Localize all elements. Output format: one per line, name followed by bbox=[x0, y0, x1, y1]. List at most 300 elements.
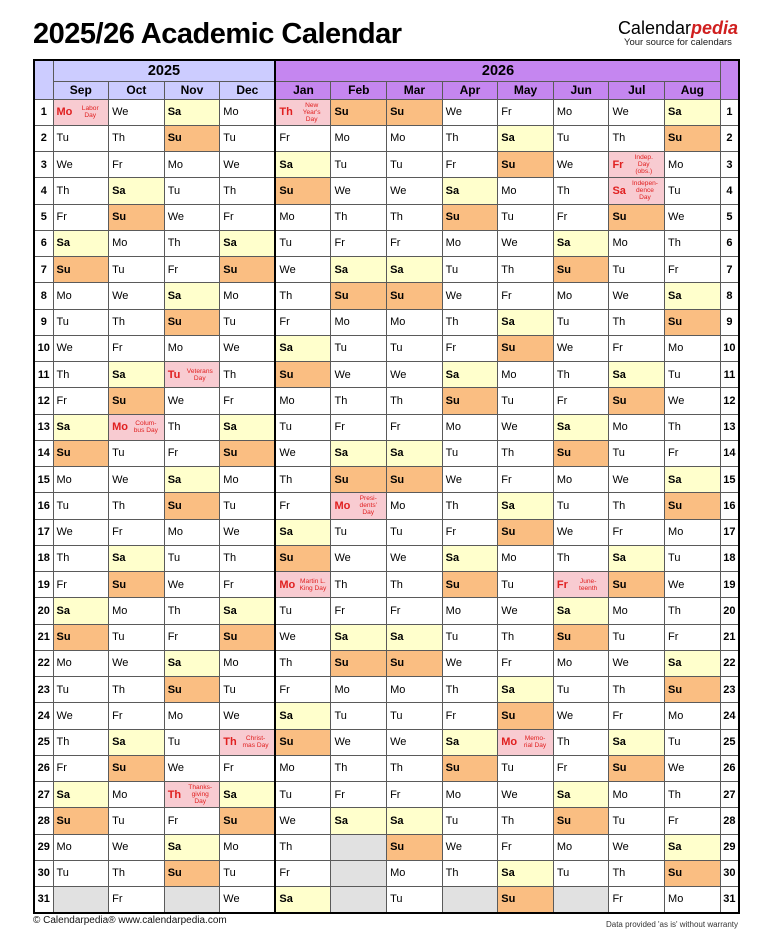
day-cell-feb-21 bbox=[331, 624, 387, 650]
weekday-label: Sa bbox=[390, 814, 404, 827]
weekday-label: Sa bbox=[279, 342, 293, 355]
weekday-label: Fr bbox=[501, 841, 512, 854]
row-number-left-23: 23 bbox=[34, 677, 53, 703]
day-cell-sep-24 bbox=[53, 703, 109, 729]
day-cell-mar-3 bbox=[387, 152, 443, 178]
day-cell-jul-22 bbox=[609, 650, 665, 676]
day-cell-apr-11 bbox=[442, 362, 498, 388]
day-cell-jun-3 bbox=[553, 152, 609, 178]
day-cell-oct-11 bbox=[109, 362, 165, 388]
day-cell-oct-28 bbox=[109, 808, 165, 834]
weekday-label: Th bbox=[556, 552, 570, 565]
day-cell-apr-6 bbox=[442, 230, 498, 256]
weekday-label: Mo bbox=[445, 604, 461, 617]
weekday-label: Su bbox=[167, 867, 182, 880]
weekday-label: We bbox=[279, 631, 296, 644]
day-cell-jun-15 bbox=[553, 467, 609, 493]
weekday-label: Sa bbox=[556, 237, 571, 250]
weekday-label: Th bbox=[612, 499, 626, 512]
row-number-right-24: 24 bbox=[720, 703, 739, 729]
day-cell-mar-12 bbox=[387, 388, 443, 414]
weekday-label: Mo bbox=[556, 289, 573, 302]
weekday-label: Th bbox=[501, 814, 515, 827]
day-cell-aug-17 bbox=[665, 519, 721, 545]
weekday-label: Fr bbox=[668, 263, 679, 276]
day-cell-jun-14 bbox=[553, 440, 609, 466]
weekday-label: Mo bbox=[556, 841, 573, 854]
day-cell-dec-21 bbox=[220, 624, 276, 650]
day-cell-aug-14 bbox=[665, 440, 721, 466]
weekday-label: Th bbox=[668, 421, 681, 434]
row-number-left-19: 19 bbox=[34, 572, 53, 598]
day-cell-nov-11 bbox=[164, 362, 220, 388]
weekday-label: Tu bbox=[556, 683, 570, 696]
weekday-label: Mo bbox=[390, 867, 406, 880]
day-cell-jan-5 bbox=[275, 204, 331, 230]
day-cell-aug-31 bbox=[665, 887, 721, 913]
day-cell-apr-25 bbox=[442, 729, 498, 755]
weekday-label: Mo bbox=[167, 342, 183, 355]
day-cell-may-15 bbox=[498, 467, 554, 493]
day-cell-oct-19 bbox=[109, 572, 165, 598]
weekday-label: Mo bbox=[56, 473, 72, 486]
weekday-label: Fr bbox=[556, 211, 568, 224]
weekday-label: Su bbox=[112, 394, 127, 407]
weekday-label: Sa bbox=[223, 788, 237, 801]
day-cell-dec-3 bbox=[220, 152, 276, 178]
day-cell-may-9 bbox=[498, 309, 554, 335]
weekday-label: Th bbox=[112, 499, 125, 512]
weekday-label: Mo bbox=[56, 841, 72, 854]
day-cell-sep-3 bbox=[53, 152, 109, 178]
holiday-label-sep-1: Labor Day bbox=[81, 105, 99, 120]
day-cell-feb-3 bbox=[331, 152, 387, 178]
day-cell-jan-4 bbox=[275, 178, 331, 204]
day-cell-nov-16 bbox=[164, 493, 220, 519]
day-cell-sep-2 bbox=[53, 125, 109, 151]
weekday-label: Fr bbox=[612, 709, 623, 722]
day-cell-aug-12 bbox=[665, 388, 721, 414]
day-cell-jun-21 bbox=[553, 624, 609, 650]
weekday-label: Sa bbox=[390, 447, 404, 460]
weekday-label: We bbox=[556, 526, 574, 539]
day-cell-apr-2 bbox=[442, 125, 498, 151]
weekday-label: Mo bbox=[501, 552, 517, 565]
day-cell-dec-9 bbox=[220, 309, 276, 335]
day-cell-nov-18 bbox=[164, 545, 220, 571]
weekday-label: We bbox=[556, 158, 574, 171]
weekday-label: Mo bbox=[501, 736, 518, 749]
day-cell-jan-29 bbox=[275, 834, 331, 860]
weekday-label: Mo bbox=[501, 184, 517, 197]
day-cell-jul-14 bbox=[609, 440, 665, 466]
day-cell-oct-30 bbox=[109, 860, 165, 886]
weekday-label: Su bbox=[612, 578, 627, 591]
weekday-label: Sa bbox=[56, 237, 70, 250]
day-cell-dec-28 bbox=[220, 808, 276, 834]
weekday-label: Mo bbox=[223, 841, 239, 854]
weekday-label: Su bbox=[445, 762, 460, 775]
day-cell-sep-13 bbox=[53, 414, 109, 440]
day-cell-jan-14 bbox=[275, 440, 331, 466]
day-row-11 bbox=[34, 362, 739, 388]
day-cell-sep-20 bbox=[53, 598, 109, 624]
day-cell-may-22 bbox=[498, 650, 554, 676]
day-row-14 bbox=[34, 440, 739, 466]
weekday-label: Mo bbox=[334, 316, 350, 329]
month-header-oct: Oct bbox=[109, 81, 165, 99]
day-row-22 bbox=[34, 650, 739, 676]
day-cell-mar-25 bbox=[387, 729, 443, 755]
day-cell-dec-6 bbox=[220, 230, 276, 256]
day-cell-aug-30 bbox=[665, 860, 721, 886]
day-cell-may-27 bbox=[498, 782, 554, 808]
day-cell-dec-2 bbox=[220, 125, 276, 151]
day-cell-jan-28 bbox=[275, 808, 331, 834]
year-header-2025: 2025 bbox=[53, 60, 275, 81]
weekday-label: Sa bbox=[612, 552, 626, 565]
weekday-label: Th bbox=[167, 421, 181, 434]
holiday-label-jun-19: June- teenth bbox=[578, 577, 598, 592]
weekday-label: Fr bbox=[167, 814, 179, 827]
day-cell-jun-12 bbox=[553, 388, 609, 414]
weekday-label: Mo bbox=[279, 762, 295, 775]
weekday-label: Th bbox=[556, 368, 570, 381]
day-cell-mar-20 bbox=[387, 598, 443, 624]
day-cell-nov-5 bbox=[164, 204, 220, 230]
weekday-label: Fr bbox=[112, 893, 123, 906]
weekday-label: Tu bbox=[279, 788, 292, 801]
day-cell-nov-20 bbox=[164, 598, 220, 624]
row-number-left-7: 7 bbox=[34, 257, 53, 283]
weekday-label: Th bbox=[556, 736, 570, 749]
weekday-label: Mo bbox=[112, 237, 128, 250]
day-cell-feb-22 bbox=[331, 650, 387, 676]
day-cell-jun-5 bbox=[553, 204, 609, 230]
weekday-label: Su bbox=[668, 499, 683, 512]
weekday-label: We bbox=[445, 841, 462, 854]
weekday-label: Mo bbox=[668, 526, 684, 539]
day-cell-oct-18 bbox=[109, 545, 165, 571]
day-cell-may-28 bbox=[498, 808, 554, 834]
row-number-right-2: 2 bbox=[720, 125, 739, 151]
day-cell-aug-13 bbox=[665, 414, 721, 440]
day-row-19 bbox=[34, 572, 739, 598]
row-number-left-2: 2 bbox=[34, 125, 53, 151]
row-number-right-16: 16 bbox=[720, 493, 739, 519]
weekday-label: Sa bbox=[279, 158, 293, 171]
weekday-label: Sa bbox=[556, 421, 571, 434]
day-cell-sep-10 bbox=[53, 335, 109, 361]
weekday-label: Fr bbox=[167, 263, 179, 276]
day-cell-aug-24 bbox=[665, 703, 721, 729]
weekday-label: Tu bbox=[334, 158, 347, 171]
day-cell-jul-5 bbox=[609, 204, 665, 230]
weekday-label: Tu bbox=[167, 368, 181, 381]
row-number-right-9: 9 bbox=[720, 309, 739, 335]
weekday-label: Mo bbox=[223, 289, 239, 302]
day-cell-may-12 bbox=[498, 388, 554, 414]
day-cell-apr-12 bbox=[442, 388, 498, 414]
day-cell-jul-15 bbox=[609, 467, 665, 493]
day-cell-apr-20 bbox=[442, 598, 498, 624]
day-cell-nov-25 bbox=[164, 729, 220, 755]
weekday-label: Fr bbox=[56, 762, 67, 775]
weekday-label: Th bbox=[279, 106, 293, 119]
weekday-label: Fr bbox=[56, 394, 67, 407]
month-header-dec: Dec bbox=[220, 81, 276, 99]
day-cell-jan-20 bbox=[275, 598, 331, 624]
day-cell-mar-8 bbox=[387, 283, 443, 309]
weekday-label: We bbox=[501, 237, 518, 250]
weekday-label: Su bbox=[56, 631, 71, 644]
day-cell-apr-24 bbox=[442, 703, 498, 729]
day-cell-aug-5 bbox=[665, 204, 721, 230]
day-row-26 bbox=[34, 755, 739, 781]
day-cell-apr-21 bbox=[442, 624, 498, 650]
day-cell-nov-22 bbox=[164, 650, 220, 676]
day-cell-jan-24 bbox=[275, 703, 331, 729]
weekday-label: Fr bbox=[223, 394, 234, 407]
day-cell-jan-23 bbox=[275, 677, 331, 703]
weekday-label: Sa bbox=[334, 263, 348, 276]
day-cell-jun-20 bbox=[553, 598, 609, 624]
day-cell-jul-26 bbox=[609, 755, 665, 781]
day-cell-oct-3 bbox=[109, 152, 165, 178]
weekday-label: Mo bbox=[167, 158, 183, 171]
weekday-label: Su bbox=[223, 447, 238, 460]
day-cell-jun-4 bbox=[553, 178, 609, 204]
day-cell-oct-27 bbox=[109, 782, 165, 808]
weekday-label: Tu bbox=[334, 709, 347, 722]
weekday-label: We bbox=[445, 657, 462, 670]
day-cell-dec-23 bbox=[220, 677, 276, 703]
day-cell-jul-31 bbox=[609, 887, 665, 913]
weekday-label: Sa bbox=[112, 368, 126, 381]
weekday-label: Tu bbox=[334, 342, 347, 355]
weekday-label: Su bbox=[56, 263, 71, 276]
weekday-label: Mo bbox=[279, 211, 295, 224]
weekday-label: We bbox=[112, 289, 129, 302]
day-cell-dec-19 bbox=[220, 572, 276, 598]
weekday-label: Su bbox=[390, 841, 405, 854]
holiday-label-dec-25: Christ- mas Day bbox=[242, 735, 269, 750]
weekday-label: Fr bbox=[279, 316, 290, 329]
page-header bbox=[33, 10, 738, 51]
weekday-label: Tu bbox=[445, 447, 459, 460]
day-cell-jun-30 bbox=[553, 860, 609, 886]
row-number-left-11: 11 bbox=[34, 362, 53, 388]
day-cell-jan-15 bbox=[275, 467, 331, 493]
day-cell-aug-1 bbox=[665, 99, 721, 125]
weekday-label: Sa bbox=[223, 237, 237, 250]
weekday-label: Tu bbox=[112, 814, 125, 827]
day-cell-apr-8 bbox=[442, 283, 498, 309]
weekday-label: Sa bbox=[501, 316, 515, 329]
row-number-right-28: 28 bbox=[720, 808, 739, 834]
weekday-label: We bbox=[501, 421, 518, 434]
weekday-label: Mo bbox=[223, 473, 239, 486]
day-cell-feb-19 bbox=[331, 572, 387, 598]
day-cell-nov-29 bbox=[164, 834, 220, 860]
weekday-label: Th bbox=[390, 211, 403, 224]
day-cell-may-17 bbox=[498, 519, 554, 545]
day-cell-sep-5 bbox=[53, 204, 109, 230]
weekday-label: Fr bbox=[445, 526, 457, 539]
weekday-label: Mo bbox=[668, 709, 684, 722]
row-number-right-25: 25 bbox=[720, 729, 739, 755]
row-number-left-15: 15 bbox=[34, 467, 53, 493]
day-cell-feb-27 bbox=[331, 782, 387, 808]
weekday-label: Th bbox=[334, 211, 348, 224]
day-cell-may-29 bbox=[498, 834, 554, 860]
day-cell-jul-21 bbox=[609, 624, 665, 650]
day-cell-mar-13 bbox=[387, 414, 443, 440]
weekday-label: Su bbox=[556, 447, 571, 460]
row-number-left-14: 14 bbox=[34, 440, 53, 466]
day-cell-dec-14 bbox=[220, 440, 276, 466]
day-cell-sep-19 bbox=[53, 572, 109, 598]
weekday-label: Fr bbox=[56, 211, 67, 224]
day-cell-apr-17 bbox=[442, 519, 498, 545]
weekday-label: Th bbox=[167, 788, 182, 801]
day-cell-feb-2 bbox=[331, 125, 387, 151]
day-cell-apr-27 bbox=[442, 782, 498, 808]
weekday-label: Th bbox=[279, 473, 293, 486]
weekday-label: We bbox=[223, 526, 240, 539]
day-cell-jan-12 bbox=[275, 388, 331, 414]
day-cell-feb-24 bbox=[331, 703, 387, 729]
day-cell-jul-19 bbox=[609, 572, 665, 598]
weekday-label: Sa bbox=[612, 184, 626, 197]
day-cell-sep-1 bbox=[53, 99, 109, 125]
day-cell-jan-27 bbox=[275, 782, 331, 808]
weekday-label: Mo bbox=[334, 683, 350, 696]
day-cell-dec-27 bbox=[220, 782, 276, 808]
weekday-label: Mo bbox=[668, 893, 684, 906]
day-row-21 bbox=[34, 624, 739, 650]
weekday-label: We bbox=[56, 709, 73, 722]
day-row-9 bbox=[34, 309, 739, 335]
day-row-18 bbox=[34, 545, 739, 571]
weekday-label: Tu bbox=[390, 526, 403, 539]
weekday-label: We bbox=[223, 158, 240, 171]
day-cell-jan-26 bbox=[275, 755, 331, 781]
weekday-label: Su bbox=[445, 578, 460, 591]
weekday-label: Mo bbox=[390, 499, 406, 512]
weekday-label: Sa bbox=[556, 788, 571, 801]
weekday-label: Fr bbox=[668, 814, 679, 827]
day-cell-mar-29 bbox=[387, 834, 443, 860]
footer-copyright: © Calendarpedia® www.calendarpedia.com bbox=[33, 915, 227, 926]
weekday-label: Th bbox=[445, 132, 459, 145]
day-row-6 bbox=[34, 230, 739, 256]
day-cell-feb-10 bbox=[331, 335, 387, 361]
weekday-label: We bbox=[223, 709, 240, 722]
day-cell-jul-30 bbox=[609, 860, 665, 886]
weekday-label: Tu bbox=[112, 263, 125, 276]
day-cell-jul-11 bbox=[609, 362, 665, 388]
weekday-label: Tu bbox=[56, 683, 69, 696]
weekday-label: Sa bbox=[279, 709, 293, 722]
row-number-left-10: 10 bbox=[34, 335, 53, 361]
day-cell-oct-7 bbox=[109, 257, 165, 283]
weekday-label: Tu bbox=[556, 499, 570, 512]
weekday-label: Th bbox=[279, 657, 293, 670]
weekday-label: Th bbox=[334, 394, 348, 407]
weekday-label: Th bbox=[612, 316, 626, 329]
day-cell-jul-2 bbox=[609, 125, 665, 151]
day-cell-mar-9 bbox=[387, 309, 443, 335]
weekday-label: We bbox=[501, 788, 518, 801]
day-cell-jun-28 bbox=[553, 808, 609, 834]
weekday-label: We bbox=[501, 604, 518, 617]
calendarpedia-logo bbox=[618, 10, 738, 49]
day-cell-oct-5 bbox=[109, 204, 165, 230]
day-cell-may-1 bbox=[498, 99, 554, 125]
day-cell-oct-13 bbox=[109, 414, 165, 440]
day-cell-jun-24 bbox=[553, 703, 609, 729]
day-cell-mar-27 bbox=[387, 782, 443, 808]
day-cell-jul-4 bbox=[609, 178, 665, 204]
weekday-label: Th bbox=[334, 578, 348, 591]
weekday-label: Th bbox=[501, 263, 515, 276]
day-cell-feb-26 bbox=[331, 755, 387, 781]
day-cell-jun-19 bbox=[553, 572, 609, 598]
day-cell-feb-7 bbox=[331, 257, 387, 283]
day-cell-sep-27 bbox=[53, 782, 109, 808]
row-number-right-17: 17 bbox=[720, 519, 739, 545]
day-cell-dec-20 bbox=[220, 598, 276, 624]
empty-cell-jun-31 bbox=[553, 887, 609, 913]
day-cell-mar-30 bbox=[387, 860, 443, 886]
day-cell-jul-13 bbox=[609, 414, 665, 440]
row-number-right-12: 12 bbox=[720, 388, 739, 414]
empty-cell-feb-29 bbox=[331, 834, 387, 860]
day-cell-nov-21 bbox=[164, 624, 220, 650]
weekday-label: Su bbox=[223, 631, 238, 644]
weekday-label: Sa bbox=[445, 368, 460, 381]
weekday-label: Th bbox=[390, 762, 403, 775]
weekday-label: Fr bbox=[612, 893, 623, 906]
day-cell-aug-3 bbox=[665, 152, 721, 178]
weekday-label: Sa bbox=[501, 132, 515, 145]
day-cell-jan-11 bbox=[275, 362, 331, 388]
day-cell-jul-6 bbox=[609, 230, 665, 256]
weekday-label: We bbox=[445, 289, 462, 302]
weekday-label: We bbox=[556, 709, 574, 722]
weekday-label: Mo bbox=[56, 657, 72, 670]
row-number-left-20: 20 bbox=[34, 598, 53, 624]
weekday-label: Sa bbox=[334, 814, 348, 827]
day-cell-jan-30 bbox=[275, 860, 331, 886]
day-row-16 bbox=[34, 493, 739, 519]
day-cell-jan-31 bbox=[275, 887, 331, 913]
row-number-left-21: 21 bbox=[34, 624, 53, 650]
day-cell-sep-4 bbox=[53, 178, 109, 204]
day-cell-oct-2 bbox=[109, 125, 165, 151]
day-row-23 bbox=[34, 677, 739, 703]
day-cell-may-13 bbox=[498, 414, 554, 440]
day-cell-nov-26 bbox=[164, 755, 220, 781]
weekday-label: Fr bbox=[223, 211, 234, 224]
weekday-label: Su bbox=[390, 106, 405, 119]
row-number-right-10: 10 bbox=[720, 335, 739, 361]
empty-cell-apr-31 bbox=[442, 887, 498, 913]
weekday-label: Th bbox=[56, 552, 70, 565]
day-cell-may-23 bbox=[498, 677, 554, 703]
day-cell-jul-27 bbox=[609, 782, 665, 808]
